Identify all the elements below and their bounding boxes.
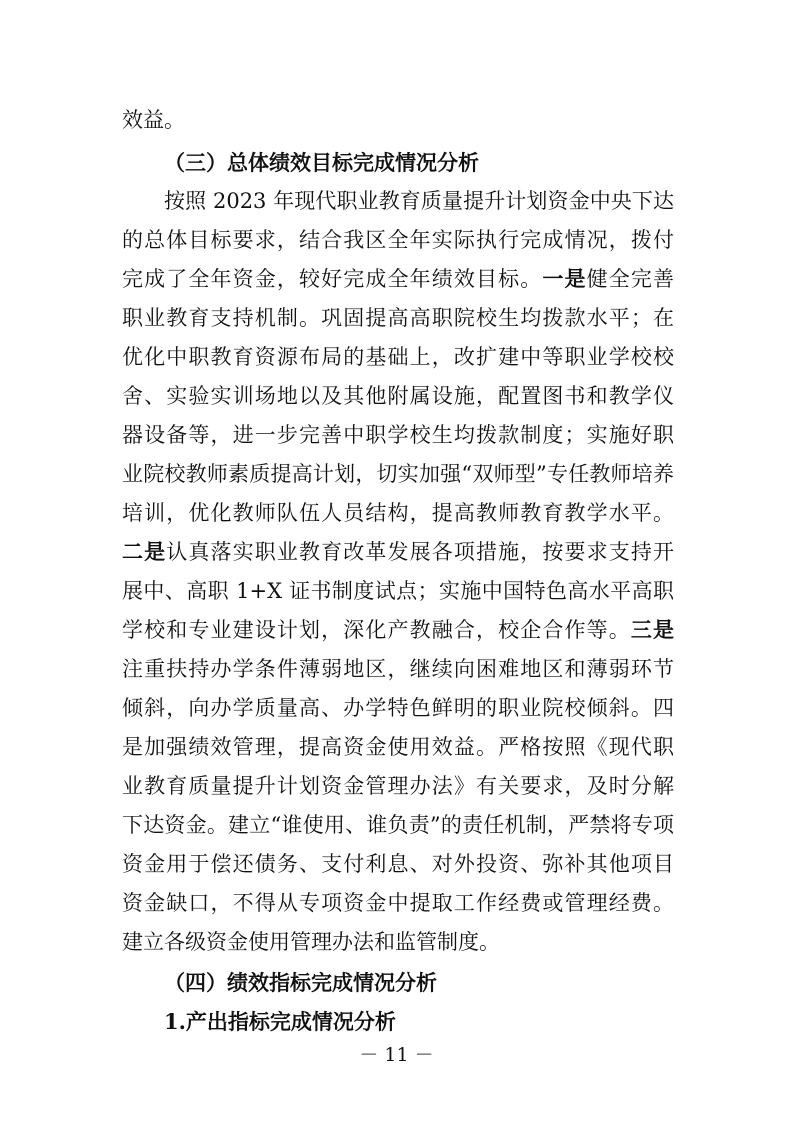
paragraph-line: 职业教育支持机制。巩固提高高职院校生均拨款水平；在	[122, 306, 674, 330]
paragraph-line	[122, 259, 674, 299]
paragraph-line	[122, 532, 674, 572]
text-run: 认真落实职业教育改革发展各项措施，按要求支持开	[166, 540, 674, 564]
paragraph-line: 展中、高职 1+X 证书制度试点；实施中国特色高水平高职	[122, 579, 674, 603]
emphasis-first: 一是	[542, 266, 587, 291]
subsection-heading: 1.产出指标完成情况分析	[164, 1009, 396, 1034]
emphasis-second: 二是	[122, 539, 167, 564]
paragraph-line: 建立各级资金使用管理办法和监管制度。	[122, 930, 500, 954]
paragraph-line: 器设备等，进一步完善中职学校生均拨款制度；实施好职	[122, 423, 674, 447]
paragraph-line	[122, 610, 674, 650]
paragraph-line: 下达资金。建立“谁使用、谁负责”的责任机制，严禁将专项	[122, 813, 674, 837]
emphasis-third: 三是	[630, 617, 674, 642]
paragraph-line: 舍、实验实训场地以及其他附属设施，配置图书和教学仪	[122, 384, 674, 408]
text-run: 健全完善	[586, 267, 674, 291]
paragraph-line: 培训，优化教师队伍人员结构，提高教师教育教学水平。	[122, 501, 674, 525]
paragraph-line: 倾斜，向办学质量高、办学特色鲜明的职业院校倾斜。四	[122, 696, 674, 720]
paragraph-line: 优化中职教育资源布局的基础上，改扩建中等职业学校校	[122, 345, 674, 369]
paragraph-line: 资金用于偿还债务、支付利息、对外投资、弥补其他项目	[122, 852, 674, 876]
paragraph-line: 是加强绩效管理，提高资金使用效益。严格按照《现代职	[122, 735, 674, 759]
paragraph-line: 资金缺口，不得从专项资金中提取工作经费或管理经费。	[122, 891, 674, 915]
section-3-heading: （三）总体绩效目标完成情况分析	[164, 150, 479, 175]
paragraph-line: 业院校教师素质提高计划，切实加强“双师型”专任教师培养	[122, 462, 674, 486]
section-4-heading: （四）绩效指标完成情况分析	[164, 970, 437, 995]
text-run: 学校和专业建设计划，深化产教融合，校企合作等。	[122, 618, 631, 642]
paragraph-line: 的总体目标要求，结合我区全年实际执行完成情况，拨付	[122, 228, 674, 252]
paragraph-line: 注重扶持办学条件薄弱地区，继续向困难地区和薄弱环节	[122, 657, 674, 681]
page-number: － 11 －	[359, 1044, 434, 1066]
paragraph-line: 按照 2023 年现代职业教育质量提升计划资金中央下达	[164, 189, 674, 213]
text-run: 完成了全年资金，较好完成全年绩效目标。	[122, 267, 543, 291]
paragraph-intro-tail: 效益。	[122, 108, 185, 132]
paragraph-line: 业教育质量提升计划资金管理办法》有关要求，及时分解	[122, 774, 674, 798]
